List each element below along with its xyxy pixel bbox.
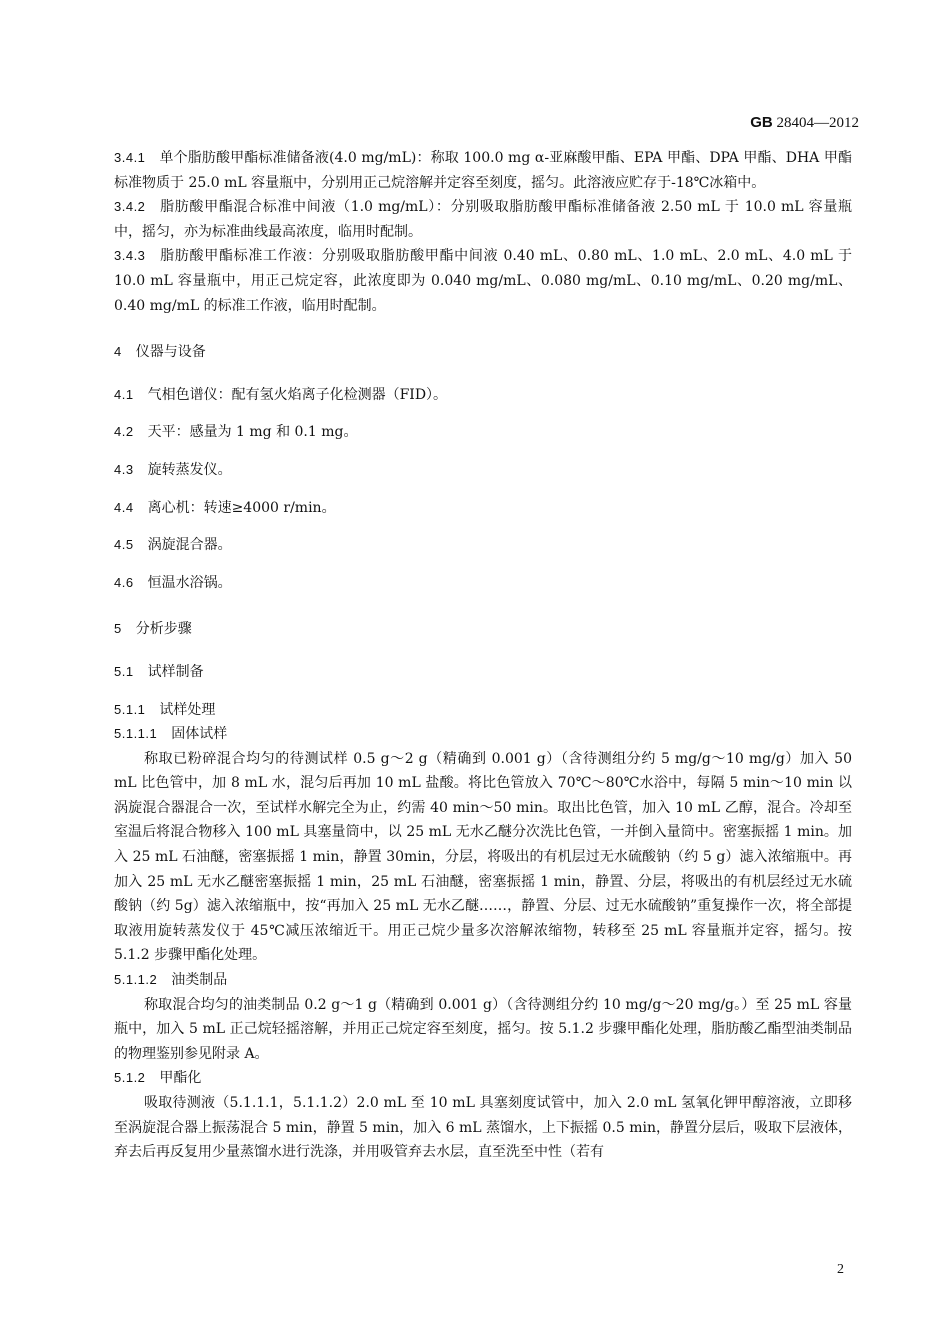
section-5-1-heading xyxy=(114,660,852,685)
item-number: 4.2 xyxy=(114,424,134,440)
section-number: 5.1.2 xyxy=(114,1070,146,1086)
item-number: 4.4 xyxy=(114,499,134,515)
section-5-1-2-heading xyxy=(114,1066,852,1091)
item-4-4 xyxy=(114,496,852,521)
item-text: 天平：感量为 1 mg 和 0.1 mg。 xyxy=(147,424,358,441)
clause-3-4-1 xyxy=(114,146,852,195)
clause-text: 单个脂肪酸甲酯标准储备液(4.0 mg/mL)：称取 100.0 mg α-亚麻酸甲酯、EPA 甲酯、DPA 甲酯、DHA 甲酯标准物质于 25.0 mL 容量瓶中，分别用正己烷溶解并定容至刻度，摇匀。此溶液应贮存于-18℃冰箱中。 xyxy=(114,150,852,191)
section-number: 4 xyxy=(114,344,122,360)
clause-number: 3.4.1 xyxy=(114,150,146,165)
standard-code: 28404—2012 xyxy=(776,115,859,131)
clause-number: 3.4.2 xyxy=(114,199,146,215)
item-4-5 xyxy=(114,533,852,558)
section-number: 5.1.1.2 xyxy=(114,972,158,988)
section-title: 油类制品 xyxy=(171,972,228,989)
item-4-6 xyxy=(114,571,852,596)
section-title: 仪器与设备 xyxy=(135,344,206,361)
item-number: 4.1 xyxy=(114,386,134,402)
spacer xyxy=(114,685,852,698)
section-5-1-1-heading xyxy=(114,698,852,723)
item-text: 涡旋混合器。 xyxy=(147,537,232,554)
item-text: 离心机：转速≥4000 r/min。 xyxy=(147,499,336,516)
section-number: 5.1.1 xyxy=(114,701,146,717)
section-number: 5.1.1.1 xyxy=(114,726,158,742)
item-text: 恒温水浴锅。 xyxy=(147,574,232,591)
clause-text: 脂肪酸甲酯标准工作液：分别吸取脂肪酸甲酯中间液 0.40 mL、0.80 mL、1.0 mL、2.0 mL、4.0 mL 于 10.0 mL 容量瓶中，用正己烷定容，此浓度即为 0.040 mg/mL、0.080 mg/mL、0.10 mg/mL、0.20 mg/mL、0.40 mg/mL 的标准工作液，临用时配制。 xyxy=(114,248,852,314)
section-number: 5.1 xyxy=(114,663,134,679)
item-text: 气相色谱仪：配有氢火焰离子化检测器（FID）。 xyxy=(147,386,448,403)
clause-text: 脂肪酸甲酯混合标准中间液（1.0 mg/mL）：分别吸取脂肪酸甲酯标准储备液 2.50 mL 于 10.0 mL 容量瓶中，摇匀，亦为标准曲线最高浓度，临用时配制。 xyxy=(114,199,852,240)
paragraph-methylation: 吸取待测液（5.1.1.1，5.1.1.2）2.0 mL 至 10 mL 具塞刻度试管中，加入 2.0 mL 氢氧化钾甲醇溶液，立即移至涡旋混合器上振荡混合 5 min，静置 5 min，加入 6 mL 蒸馏水，上下振摇 0.5 min，静置分层后，吸取下层液体，弃去后再反复用少量蒸馏水进行洗涤，并用吸管弃去水层，直至洗至中性（若有 xyxy=(114,1095,852,1161)
section-title: 试样处理 xyxy=(159,701,216,718)
page-content xyxy=(114,146,852,1165)
page-number: 2 xyxy=(837,1262,844,1277)
section-title: 试样制备 xyxy=(147,663,204,680)
section-title: 分析步骤 xyxy=(135,621,192,638)
item-number: 4.3 xyxy=(114,461,134,477)
paragraph-oil-products: 称取混合均匀的油类制品 0.2 g～1 g（精确到 0.001 g）（含待测组分约 10 mg/g～20 mg/g。）至 25 mL 容量瓶中，加入 5 mL 正己烷轻摇溶解，并用正己烷定容至刻度，摇匀。按 5.1.2 步骤甲酯化处理，脂肪酸乙酯型油类制品的物理鉴别参见附录 A。 xyxy=(114,996,852,1062)
section-title: 固体试样 xyxy=(171,726,228,743)
standard-number xyxy=(750,114,859,132)
paragraph-solid-sample: 称取已粉碎混合均匀的待测试样 0.5 g～2 g（精确到 0.001 g）（含待测组分约 5 mg/g～10 mg/g）加入 50 mL 比色管中，加 8 mL 水，混匀后再加 10 mL 盐酸。将比色管放入 70℃～80℃水浴中，每隔 5 min～10 min 以涡旋混合器混合一次，至试样水解完全为止，约需 40 min～50 min。取出比色管，加入 10 mL 乙醇，混合。冷却至室温后将混合物移入 100 mL 具塞量筒中，以 25 mL 无水乙醚分次洗比色管，一并倒入量筒中。密塞振摇 1 min。加入 25 mL 石油醚，密塞振摇 1 min，静置 30min，分层，将吸出的有机层过无水硫酸钠（约 5 g）滤入浓缩瓶中。再加入 25 mL 无水乙醚密塞振摇 1 min，25 mL 石油醚，密塞振摇 1 min，静置、分层，将吸出的有机层经过无水硫酸钠（约 5g）滤入浓缩瓶中，按“再加入 25 mL 无水乙醚……，静置、分层、过无水硫酸钠”重复操作一次，将全部提取液用旋转蒸发仪于 45℃减压浓缩近干。用正己烷少量多次溶解浓缩物，转移至 25 mL 容量瓶并定容，摇匀。按 5.1.2 步骤甲酯化处理。 xyxy=(114,750,852,964)
item-number: 4.6 xyxy=(114,574,134,590)
section-5-1-1-1-heading xyxy=(114,722,852,747)
section-5-1-1-2-heading xyxy=(114,968,852,993)
item-4-1 xyxy=(114,383,852,408)
clause-3-4-3 xyxy=(114,244,852,318)
item-text: 旋转蒸发仪。 xyxy=(147,461,232,478)
section-5-heading xyxy=(114,617,852,642)
item-4-2 xyxy=(114,420,852,445)
section-4-heading xyxy=(114,340,852,365)
item-4-3 xyxy=(114,458,852,483)
section-title: 甲酯化 xyxy=(159,1070,202,1087)
clause-3-4-2 xyxy=(114,195,852,244)
clause-number: 3.4.3 xyxy=(114,248,146,264)
section-number: 5 xyxy=(114,621,122,637)
standard-prefix: GB xyxy=(750,114,773,131)
item-number: 4.5 xyxy=(114,537,134,553)
